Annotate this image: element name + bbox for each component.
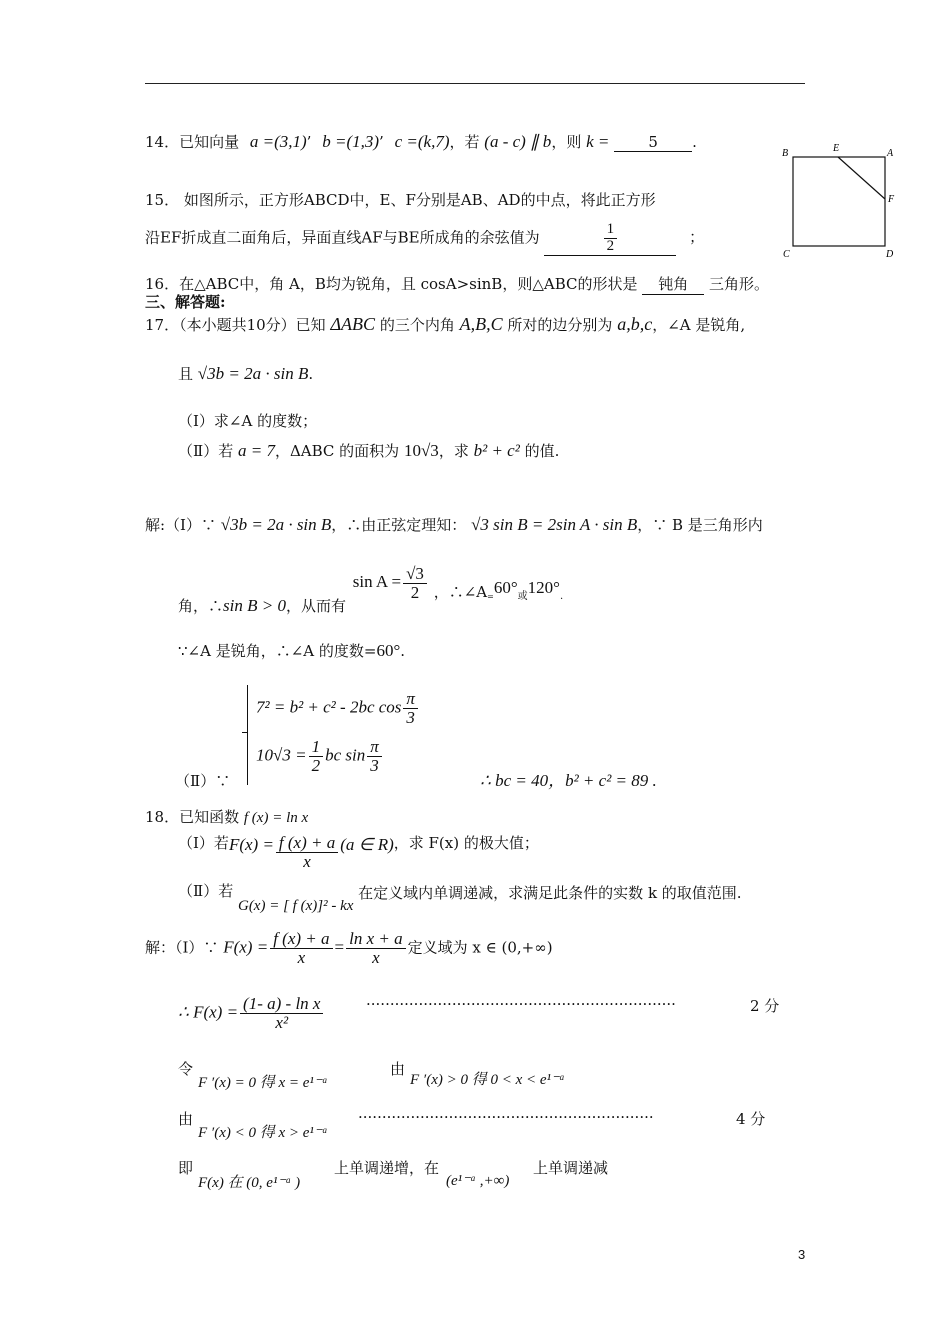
sol17-conclusion: ∴ bc = 40，b² + c² = 89 . xyxy=(480,771,657,790)
sol17-mid: ，∴由正弦定理知： xyxy=(331,516,467,534)
sol18-dots-2: ······························································ xyxy=(358,1108,654,1126)
label-b: B xyxy=(782,148,789,159)
sol17-eq2: √3 sin B = 2sin A · sin B xyxy=(471,515,638,534)
sol17-sinb-ineq: sin B > 0 xyxy=(223,596,286,616)
q17-part2-pre: （Ⅱ）若 xyxy=(178,442,234,460)
q18-p1-end: ，求 F(x) 的极大值； xyxy=(393,834,539,853)
q15-answer-num: 1 xyxy=(604,222,618,239)
q17-line2-pre: 且 xyxy=(178,365,194,383)
sol18-dec-cond: F ′(x) < 0 得 x > e¹⁻ᵃ xyxy=(198,1125,328,1141)
q15-end: ； xyxy=(689,228,705,247)
sol18-t1: 上单调递增，在 xyxy=(334,1159,440,1177)
sol17-sys2-pre: 10√3 = xyxy=(256,745,307,765)
q17-part1: （Ⅰ）求∠A 的度数； xyxy=(178,412,318,430)
q17-condition: √3b = 2a · sin B xyxy=(197,364,309,383)
sol17-l2-mid: ，从而有 xyxy=(285,597,346,616)
q17-part2-mid2: ，求 xyxy=(438,442,469,460)
q17-text-mid2: 所对的边分别为 xyxy=(507,316,613,334)
sol17-sys2-den: 2 xyxy=(311,755,321,775)
q18-fx: f (x) = ln x xyxy=(243,810,309,826)
sol17-sys2 xyxy=(256,738,384,775)
sol17-eq-small: = xyxy=(487,592,494,602)
label-c: C xyxy=(783,249,790,260)
q16-line xyxy=(145,273,769,295)
q15-line2-text: 沿EF折成直二面角后，异面直线AF与BE所成角的余弦值为 xyxy=(145,228,540,247)
sol17-l3-end: . xyxy=(400,642,406,660)
sol18-score-2: 4 分 xyxy=(736,1110,766,1128)
sol17-sys2-mid: bc sin xyxy=(325,745,366,765)
sol17-three: 3 xyxy=(406,707,415,727)
sol18-l2-pre: ∴ F(x) = xyxy=(178,1002,239,1022)
sol18-line2 xyxy=(178,995,325,1032)
sol17-sys1-text: 7² = b² + c² - 2bc cos xyxy=(256,697,402,717)
sol18-inc-interval: F(x) 在 (0, e¹⁻ᵃ ) xyxy=(198,1175,301,1191)
q17-part2 xyxy=(178,440,559,461)
sol18-inc-cond: F ′(x) > 0 得 0 < x < e¹⁻ᵃ xyxy=(410,1072,565,1088)
sol18-num2: ln x + a xyxy=(346,930,406,949)
sol18-you1: 由 xyxy=(390,1060,406,1078)
header-rule xyxy=(145,83,805,84)
sol18-dec-interval: (e¹⁻ᵃ ,+∞) xyxy=(446,1173,510,1189)
q14-vec-c: c =(k,7) xyxy=(394,132,450,151)
q17-a-value: a = 7 xyxy=(237,441,275,460)
sol18-pre: 解：（Ⅰ）∵ xyxy=(145,938,219,957)
q17-line1 xyxy=(145,314,745,335)
sol18-l2-num: (1- a) - ln x xyxy=(240,995,323,1014)
sol18-dots-1: ································································· xyxy=(366,995,676,1013)
q15-line2 xyxy=(145,222,704,256)
sol17-line3 xyxy=(178,640,405,661)
q14-k: k = xyxy=(586,132,610,151)
q17-target-expr: b² + c² xyxy=(473,441,520,460)
q18-p1-den: x xyxy=(303,851,311,871)
sol17-sina: sin A = xyxy=(352,572,402,592)
q15-answer xyxy=(544,222,676,256)
sol17-sys2-num: 1 xyxy=(309,738,324,757)
page-number: 3 xyxy=(798,1247,806,1262)
q17-triangle: ΔABC xyxy=(330,314,376,334)
q16-answer: 钝角 xyxy=(642,273,704,295)
sol17-result-pre: ，∴∠A xyxy=(433,583,488,602)
sol17-three-2: 3 xyxy=(370,755,379,775)
q17-sides: a,b,c xyxy=(617,314,653,334)
q17-angles: A,B,C xyxy=(459,314,503,334)
sol18-l2-den: x² xyxy=(275,1012,289,1032)
q14-cond-pre: ，若 xyxy=(449,133,480,151)
q18-p2-end: 在定义域内单调递减，求满足此条件的实数 k 的取值范围. xyxy=(358,884,742,902)
sol18-crit: F ′(x) = 0 得 x = e¹⁻ᵃ xyxy=(198,1075,328,1091)
q17-text-mid: 的三个内角 xyxy=(379,316,455,334)
q18-p2-pre: （Ⅱ）若 xyxy=(178,882,234,900)
q14-cond: (a - c) ∥ b xyxy=(484,132,552,151)
sol18-you2: 由 xyxy=(178,1110,194,1128)
square-abcd xyxy=(793,157,885,246)
sol17-end: ，∵ B 是三角形内 xyxy=(637,516,763,534)
q17-line2: 且 √3b = 2a · sin B. xyxy=(178,364,314,383)
segment-ef xyxy=(838,157,885,199)
q14-answer: 5 xyxy=(614,133,692,152)
q18-part1 xyxy=(178,834,539,871)
sol18-num1: f (x) + a xyxy=(270,930,332,949)
q16-text-post: 三角形。 xyxy=(709,275,770,293)
sol17-eq1: √3b = 2a · sin B xyxy=(220,515,332,534)
q18-p1-F: F(x) = xyxy=(228,835,274,855)
sol18-den2: x xyxy=(372,947,380,967)
q14-line: 14．已知向量 a =(3,1)’ b =(1,3)’ c =(k,7)，若 (a - c) ∥ b，则 k = 5 . xyxy=(145,132,697,151)
sol17-or: 或 xyxy=(517,591,528,603)
sol17-pi: π xyxy=(403,690,418,709)
q18-p1-cond: (a ∈ R) xyxy=(340,835,394,855)
q18-pre: 18．已知函数 xyxy=(145,808,240,826)
q16-text: 16．在△ABC中，角 A，B均为锐角，且 cosA>sinB，则△ABC的形状是 xyxy=(145,275,638,293)
sol18-den1: x xyxy=(297,947,306,967)
q17-part2-mid: ，ΔABC 的面积为 xyxy=(274,442,400,460)
q14-then: ，则 xyxy=(551,133,582,151)
sol17-l2-pre: 角，∴ xyxy=(178,597,224,616)
sol17-sys1 xyxy=(256,690,420,727)
label-e: E xyxy=(833,143,840,154)
sol18-ji: 即 xyxy=(178,1159,194,1177)
sol17-l2-end: . xyxy=(559,591,564,603)
q18-line1 xyxy=(145,806,308,827)
sol17-ii: （Ⅱ）∵ xyxy=(175,772,231,790)
q15-answer-den: 2 xyxy=(606,237,615,254)
q15-line1: 15． 如图所示，正方形ABCD中，E、F分别是AB、AD的中点，将此正方形 xyxy=(145,191,656,209)
label-d: D xyxy=(886,249,894,260)
sol18-domain: 定义域为 x ∈ (0,+∞) xyxy=(407,938,553,957)
q17-text-end: ，∠A 是锐角, xyxy=(652,316,746,334)
sol17-v2: 120° xyxy=(527,578,560,598)
system-brace xyxy=(247,685,256,785)
sol17-l3-text: ∵∠A 是锐角，∴∠A 的度数= xyxy=(178,642,377,660)
sol17-sina-num: √3 xyxy=(403,565,427,584)
sol18-t2: 上单调递减 xyxy=(533,1159,609,1177)
square-figure xyxy=(780,140,900,260)
section-heading: 三、解答题: xyxy=(145,293,226,311)
q17-text: 17．（本小题共10分）已知 xyxy=(145,316,326,334)
q18-p1-pre: （Ⅰ）若 xyxy=(178,834,229,853)
sol17-line2 xyxy=(178,564,564,616)
sol17-pi-2: π xyxy=(367,738,382,757)
q18-part2 xyxy=(178,882,742,914)
sol17-line1 xyxy=(145,514,763,535)
label-f: F xyxy=(888,194,895,205)
sol18-score-1: 2 分 xyxy=(750,997,780,1015)
q14-vec-a: a =(3,1) xyxy=(249,132,307,151)
q17-part2-end: 的值. xyxy=(519,442,560,460)
q14-text: 14．已知向量 xyxy=(145,133,240,151)
q18-p2-G: G(x) = [ f (x)]² - kx xyxy=(237,898,354,914)
sol17-v1: 60° xyxy=(493,578,518,598)
sol17-pre: 解:（Ⅰ）∵ xyxy=(145,516,216,534)
sol18-ling: 令 xyxy=(178,1060,194,1078)
label-a: A xyxy=(887,148,894,159)
sol17-sina-den: 2 xyxy=(410,582,420,602)
sol18-eq: = xyxy=(334,937,345,957)
q18-p1-num: f (x) + a xyxy=(276,834,338,853)
q17-area: 10√3 xyxy=(403,441,439,460)
sol18-line1 xyxy=(145,930,553,967)
sol17-l3-val: 60° xyxy=(376,641,401,660)
q14-vec-b: b =(1,3) xyxy=(322,132,380,151)
sol18-F: F(x) = xyxy=(223,937,269,957)
